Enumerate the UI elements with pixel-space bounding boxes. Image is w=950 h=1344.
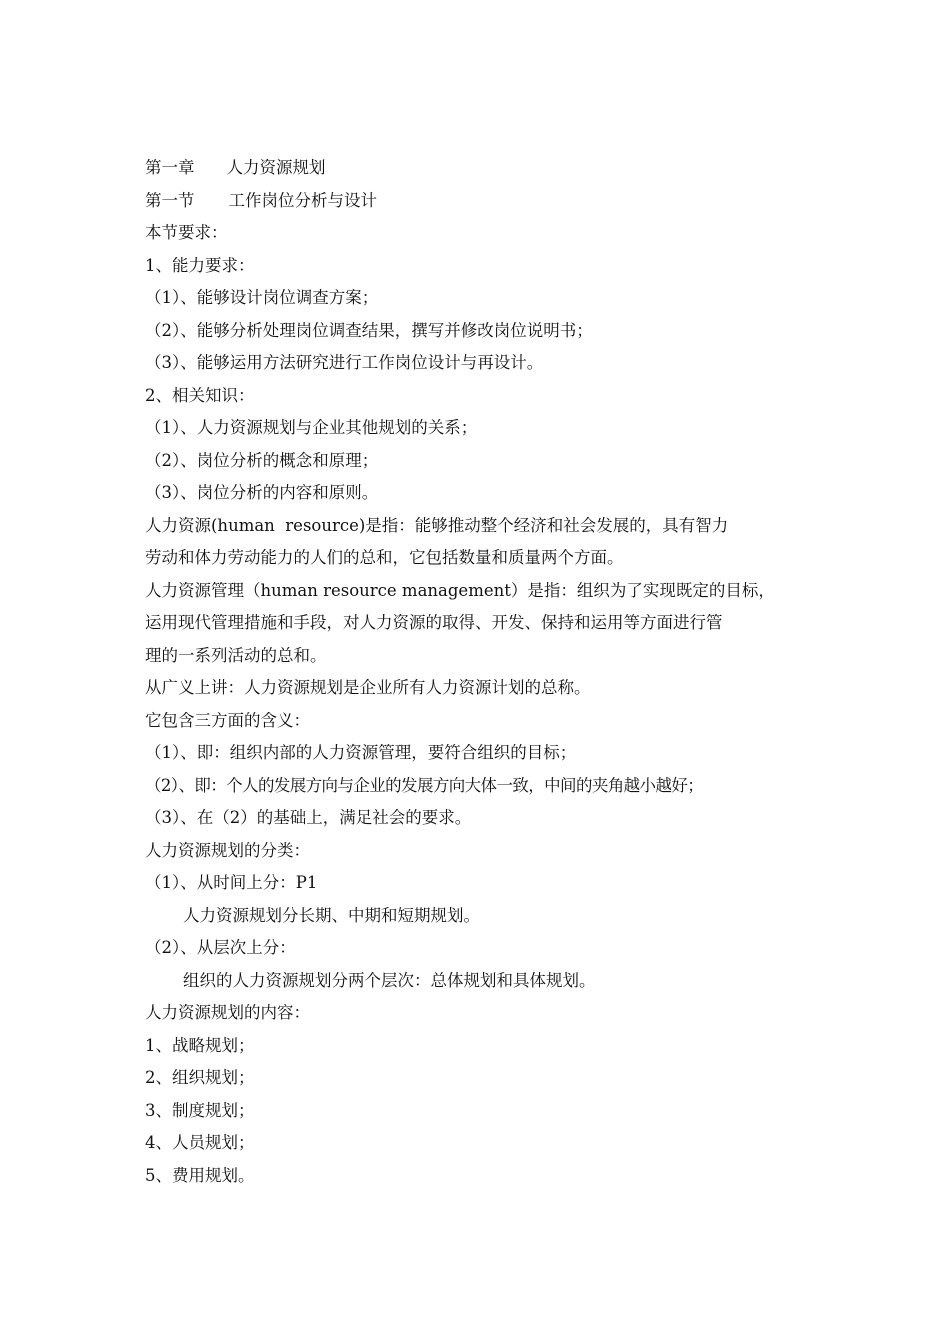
hrm-definition-line: 运用现代管理措施和手段，对人力资源的取得、开发、保持和运用等方面进行管 <box>145 613 723 632</box>
hrm-definition-line: 人力资源管理（human resource management）是指：组织为了实现既定的目标， <box>145 580 775 600</box>
ability-item: （1）、能够设计岗位调查方案； <box>145 288 379 307</box>
knowledge-heading: 2、相关知识： <box>145 385 255 405</box>
classification-by-level-desc: 组织的人力资源规划分两个层次：总体规划和具体规划。 <box>183 970 596 990</box>
section-heading <box>145 185 815 218</box>
requirements-heading: 本节要求： <box>145 223 228 242</box>
hr-definition-line: 劳动和体力劳动能力的人们的总和，它包括数量和质量两个方面。 <box>145 548 624 567</box>
content-item: 5、费用规划。 <box>145 1165 255 1185</box>
section-title: 工作岗位分析与设计 <box>228 190 377 210</box>
section-number: 第一节 <box>145 190 195 210</box>
content-item: 1、战略规划； <box>145 1035 255 1055</box>
content-item: 2、组织规划； <box>145 1068 255 1087</box>
chapter-heading <box>145 152 815 185</box>
hr-definition-line: 人力资源(human resource)是指：能够推动整个经济和社会发展的，具有智力 <box>145 515 729 535</box>
knowledge-item: （1）、人力资源规划与企业其他规划的关系； <box>145 418 478 437</box>
document-page <box>145 152 815 1192</box>
hrm-definition-line: 理的一系列活动的总和。 <box>145 645 327 665</box>
classification-by-level: （2）、从层次上分： <box>145 938 296 957</box>
chapter-title: 人力资源规划 <box>226 158 326 177</box>
meaning-item: （1）、即：组织内部的人力资源管理，要符合组织的目标； <box>145 743 577 762</box>
ability-heading: 1、能力要求： <box>145 255 255 275</box>
content-item: 3、制度规划； <box>145 1100 255 1120</box>
knowledge-item: （3）、岗位分析的内容和原则。 <box>145 483 379 502</box>
ability-item: （2）、能够分析处理岗位调查结果，撰写并修改岗位说明书； <box>145 320 593 340</box>
classification-heading: 人力资源规划的分类： <box>145 840 310 860</box>
meaning-item: （2）、即：个人的发展方向与企业的发展方向大体一致，中间的夹角越小越好； <box>145 775 704 795</box>
meaning-heading: 它包含三方面的含义： <box>145 710 310 730</box>
chapter-number: 第一章 <box>145 158 195 177</box>
broad-sense-paragraph: 从广义上讲：人力资源规划是企业所有人力资源计划的总称。 <box>145 678 591 697</box>
content-item: 4、人员规划； <box>145 1133 255 1152</box>
knowledge-item: （2）、岗位分析的概念和原理； <box>145 450 379 470</box>
content-heading: 人力资源规划的内容： <box>145 1003 310 1022</box>
classification-by-time: （1）、从时间上分：P1 <box>145 873 318 892</box>
ability-item: （3）、能够运用方法研究进行工作岗位设计与再设计。 <box>145 353 544 372</box>
meaning-item: （3）、在（2）的基础上，满足社会的要求。 <box>145 808 472 827</box>
classification-by-time-desc: 人力资源规划分长期、中期和短期规划。 <box>183 905 480 925</box>
